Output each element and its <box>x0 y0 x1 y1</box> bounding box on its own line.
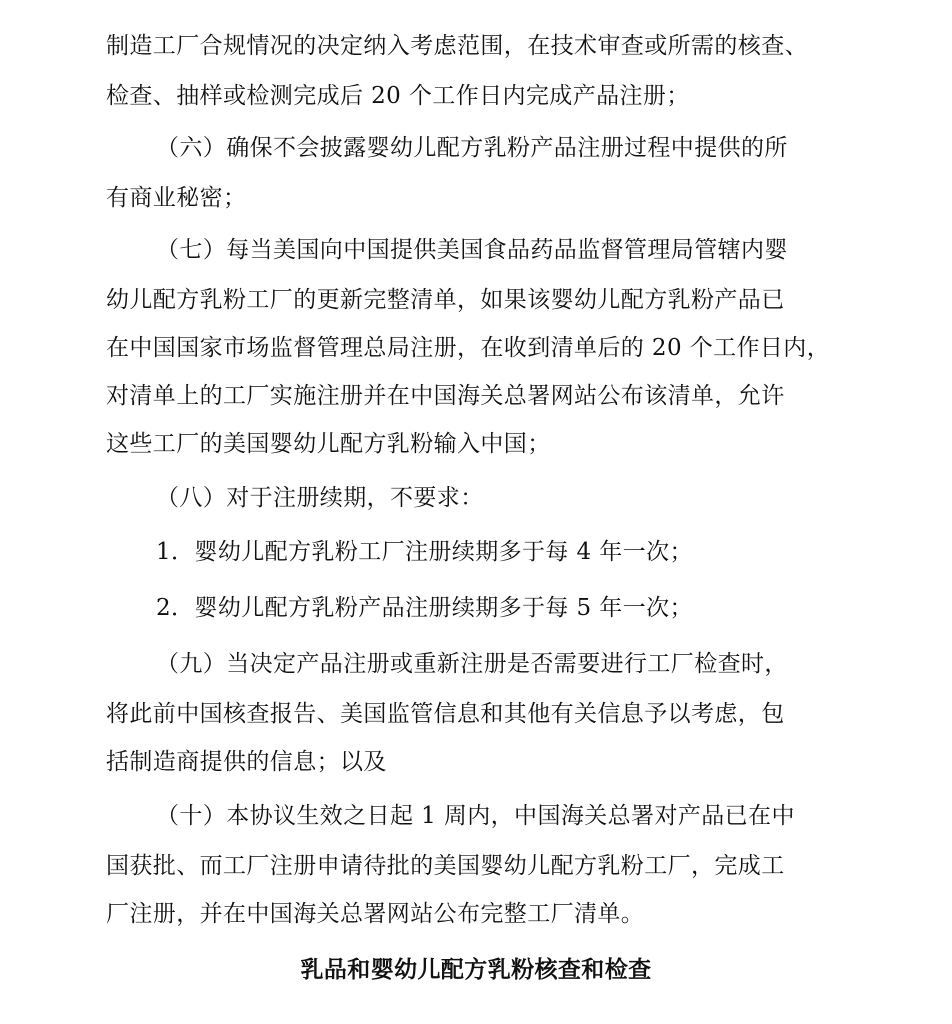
paragraph-line: 将此前中国核查报告、美国监管信息和其他有关信息予以考虑，包 <box>106 701 785 727</box>
paragraph-line: 在中国国家市场监督管理总局注册，在收到清单后的 20 个工作日内， <box>106 335 831 361</box>
paragraph-line: 厂注册，并在中国海关总署网站公布完整工厂清单。 <box>106 901 645 927</box>
list-item: 2．婴幼儿配方乳粉产品注册续期多于每 5 年一次； <box>156 595 693 621</box>
paragraph-line: 幼儿配方乳粉工厂的更新完整清单，如果该婴幼儿配方乳粉产品已 <box>106 287 785 313</box>
paragraph-line: 有商业秘密； <box>106 185 247 211</box>
paragraph-line: 括制造商提供的信息；以及 <box>106 749 387 775</box>
paragraph-line: 对清单上的工厂实施注册并在中国海关总署网站公布该清单，允许 <box>106 383 785 409</box>
paragraph-line: 检查、抽样或检测完成后 20 个工作日内完成产品注册； <box>106 83 690 109</box>
paragraph-line: 国获批、而工厂注册申请待批的美国婴幼儿配方乳粉工厂，完成工 <box>106 853 785 879</box>
paragraph-line: （十）本协议生效之日起 1 周内，中国海关总署对产品已在中 <box>156 803 795 829</box>
paragraph-line: （六）确保不会披露婴幼儿配方乳粉产品注册过程中提供的所 <box>156 135 788 161</box>
list-item: 1．婴幼儿配方乳粉工厂注册续期多于每 4 年一次； <box>156 539 693 565</box>
paragraph-line: （八）对于注册续期，不要求： <box>156 485 484 511</box>
paragraph-line: 制造工厂合规情况的决定纳入考虑范围，在技术审查或所需的核查、 <box>106 33 808 59</box>
paragraph-line: （七）每当美国向中国提供美国食品药品监督管理局管辖内婴 <box>156 237 788 263</box>
paragraph-line: （九）当决定产品注册或重新注册是否需要进行工厂检查时， <box>156 651 788 677</box>
section-heading: 乳品和婴幼儿配方乳粉核查和检查 <box>300 956 652 983</box>
paragraph-line: 这些工厂的美国婴幼儿配方乳粉输入中国； <box>106 431 551 457</box>
